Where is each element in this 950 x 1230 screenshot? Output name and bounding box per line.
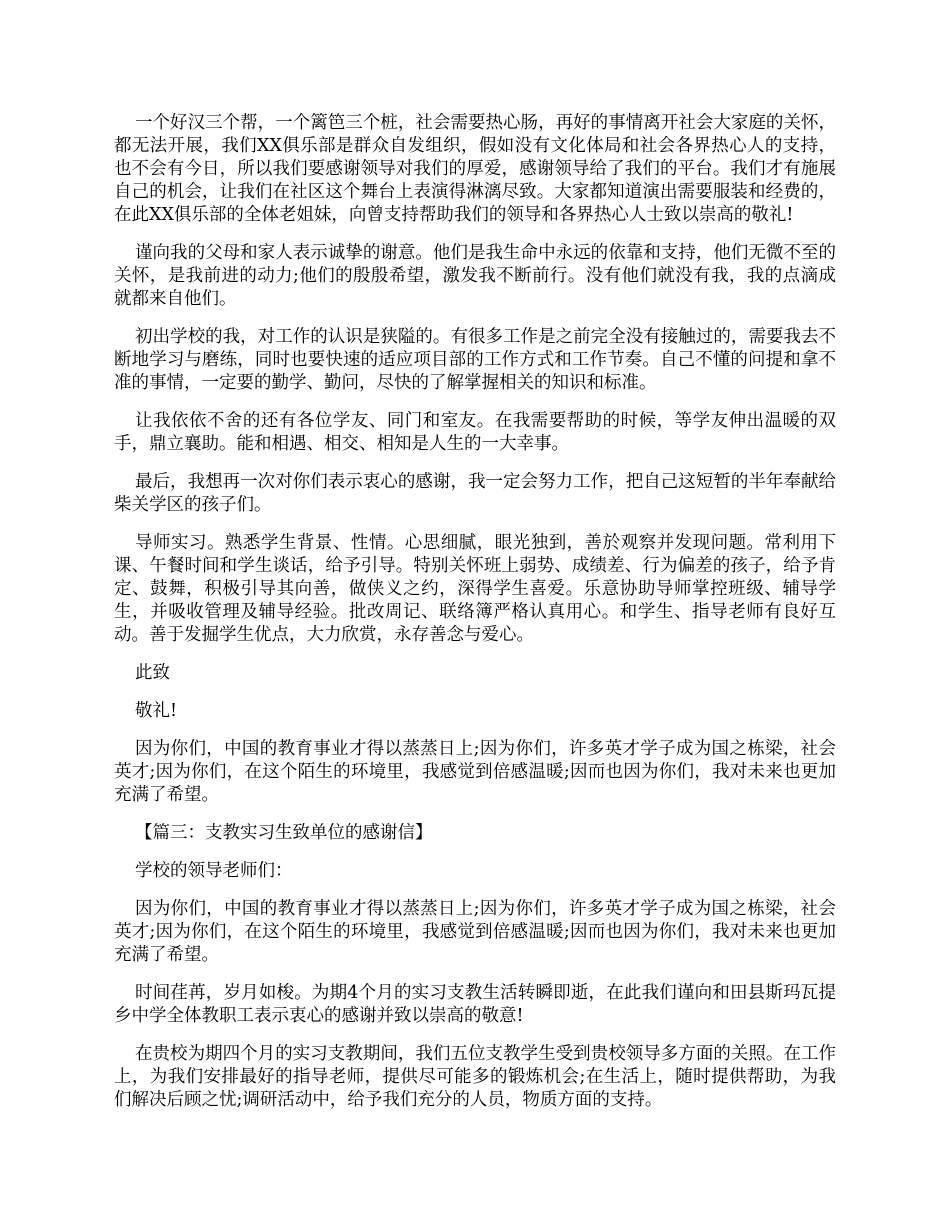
paragraph-work-learning: 初出学校的我，对工作的认识是狭隘的。有很多工作是之前完全没有接触过的，需要我去不断地学习与磨练，同时也要快速的适应项目部的工作方式和工作节奏。自己不懂的问提和拿不准的事情，一定要的勤学、勤问，尽快的了解掌握相关的知识和标准。	[114, 327, 836, 393]
paragraph-family-thanks: 谨向我的父母和家人表示诚挚的谢意。他们是我生命中永远的依靠和支持，他们无微不至的关怀，是我前进的动力;他们的殷殷希望，激发我不断前行。没有他们就没有我，我的点滴成就都来自他们。	[114, 243, 836, 309]
paragraph-final-thanks: 最后，我想再一次对你们表示衷心的感谢，我一定会努力工作，把自己这短暂的半年奉献给柴关学区的孩子们。	[114, 472, 836, 515]
paragraph-mentor-internship: 导师实习。熟悉学生背景、性情。心思细腻，眼光独到，善於观察并发现问题。常利用下课、午餐时间和学生谈话，给予引导。特别关怀班上弱势、成绩差、行为偏差的孩子，给予肯定、鼓舞，积极引导其向善，做侠义之约，深得学生喜爱。乐意协助导师掌控班级、辅导学生，并吸收管理及辅导经验。批改周记、联络簿严格认真用心。和学生、指导老师有良好互动。善于发掘学生优点，大力欣赏，永存善念与爱心。	[114, 533, 836, 645]
paragraph-closing-regards: 敬礼!	[135, 701, 178, 721]
paragraph-because-of-you: 因为你们，中国的教育事业才得以蒸蒸日上;因为你们，许多英才学子成为国之栋梁，社会英才;因为你们，在这个陌生的环境里，我感觉到倍感温暖;因而也因为你们，我对未来也更加充满了希望。	[114, 739, 836, 805]
paragraph-greeting: 学校的领导老师们：	[135, 861, 293, 881]
paragraph-closing-salutation: 此致	[135, 663, 170, 683]
paragraph-time-flies: 时间荏苒，岁月如梭。为期4个月的实习支教生活转瞬即逝，在此我们谨向和田县斯玛瓦提乡中学全体教职工表示衷心的感谢并致以崇高的敬意!	[114, 983, 836, 1026]
section-heading: 【篇三：支教实习生致单位的感谢信】	[135, 823, 433, 843]
document-body	[114, 112, 836, 1127]
paragraph-classmates: 让我依依不舍的还有各位学友、同门和室友。在我需要帮助的时候，等学友伸出温暖的双手，鼎立襄助。能和相遇、相交、相知是人生的一大幸事。	[114, 411, 836, 454]
paragraph-because-of-you-repeat: 因为你们，中国的教育事业才得以蒸蒸日上;因为你们，许多英才学子成为国之栋梁，社会英才;因为你们，在这个陌生的环境里，我感觉到倍感温暖;因而也因为你们，我对未来也更加充满了希望。	[114, 899, 836, 965]
paragraph-club-thanks: 一个好汉三个帮，一个篱笆三个桩，社会需要热心肠，再好的事情离开社会大家庭的关怀，都无法开展，我们XX俱乐部是群众自发组织，假如没有文化体局和社会各界热心人的支持，也不会有今日，所以我们要感谢领导对我们的厚爱，感谢领导给了我们的平台。我们才有施展自己的机会，让我们在社区这个舞台上表演得淋漓尽致。大家都知道演出需要服装和经费的，在此XX俱乐部的全体老姐妹，向曾支持帮助我们的领导和各界热心人士致以崇高的敬礼!	[114, 113, 836, 225]
paragraph-school-support: 在贵校为期四个月的实习支教期间，我们五位支教学生受到贵校领导多方面的关照。在工作上，为我们安排最好的指导老师，提供尽可能多的锻炼机会;在生活上，随时提供帮助，为我们解决后顾之忧;调研活动中，给予我们充分的人员，物质方面的支持。	[114, 1044, 836, 1110]
